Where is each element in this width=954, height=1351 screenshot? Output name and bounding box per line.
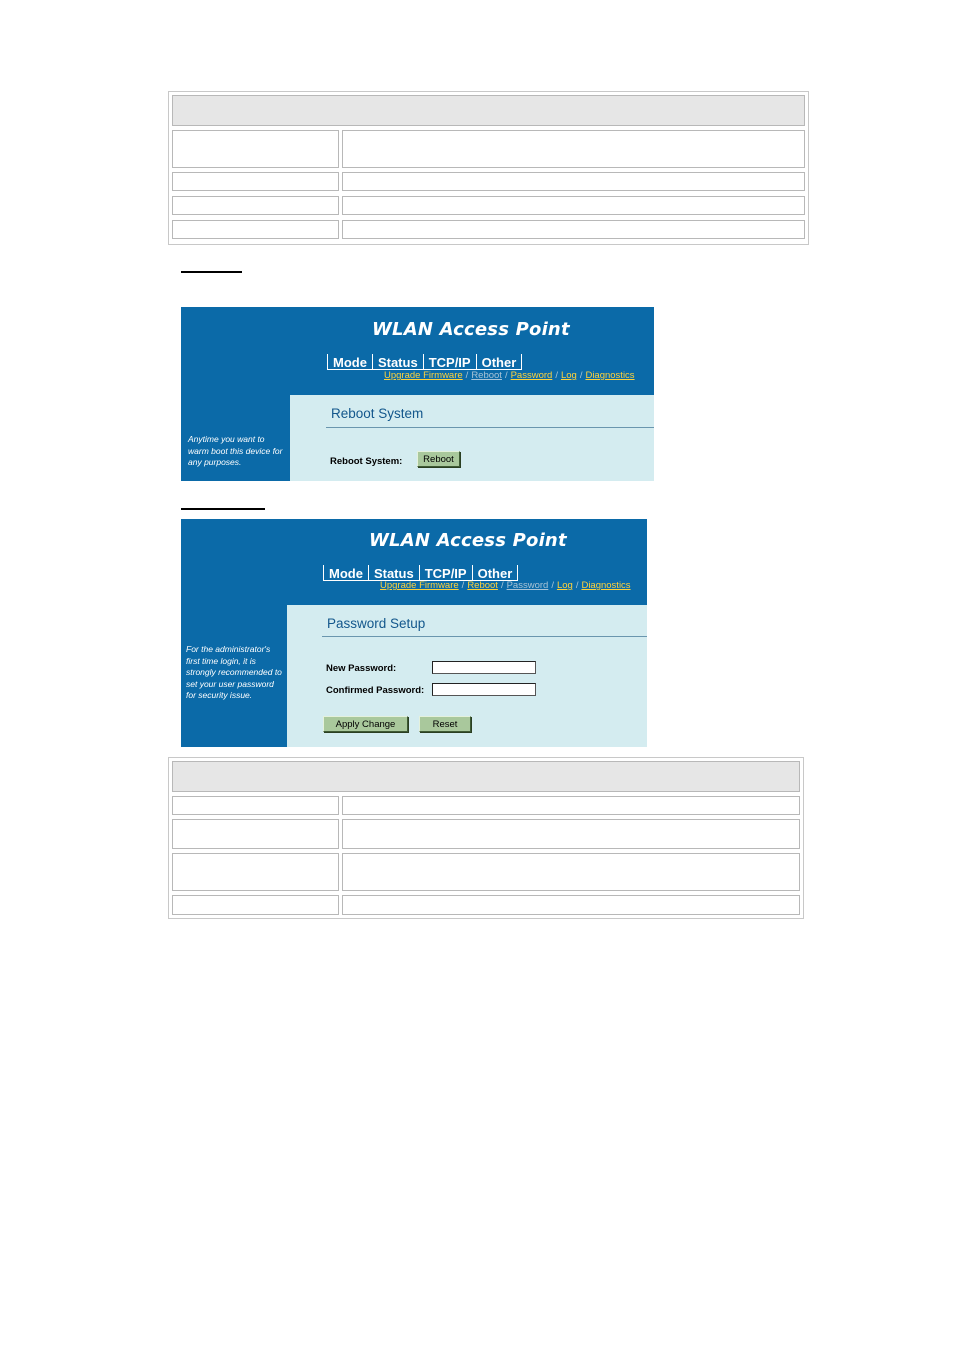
link-upgrade-firmware[interactable]: Upgrade Firmware (384, 370, 463, 381)
password-panel (181, 519, 647, 747)
table-cell (172, 220, 339, 239)
tab-other[interactable]: Other (476, 354, 523, 370)
table-cell (342, 172, 805, 191)
app-title: WLAN Access Point (372, 319, 570, 340)
link-log[interactable]: Log (556, 580, 573, 591)
app-title: WLAN Access Point (369, 530, 567, 551)
section-title: Reboot System (331, 406, 424, 421)
tab-status[interactable]: Status (368, 565, 419, 581)
separator: / (500, 580, 504, 591)
link-password[interactable]: Password (506, 580, 549, 591)
reboot-panel (181, 307, 654, 481)
apply-change-button[interactable]: Apply Change (323, 716, 408, 732)
tab-other[interactable]: Other (472, 565, 519, 581)
section-title: Password Setup (327, 616, 426, 631)
separator: / (579, 370, 583, 381)
table-cell (342, 220, 805, 239)
table-cell (172, 796, 339, 815)
heading-underline (181, 271, 242, 273)
table-header (172, 95, 805, 126)
reboot-system-label: Reboot System: (330, 456, 403, 467)
heading-underline (181, 508, 265, 510)
sidebar-help-text: For the administrator's first time login, it is strongly recommended to set your user password for security issue. (186, 644, 282, 700)
separator: / (555, 370, 558, 381)
tab-tcpip[interactable]: TCP/IP (423, 354, 476, 370)
new-password-label: New Password: (326, 663, 397, 674)
link-reboot[interactable]: Reboot (471, 370, 502, 381)
link-diagnostics[interactable]: Diagnostics (581, 580, 631, 591)
reset-button[interactable]: Reset (419, 716, 471, 732)
table-cell (172, 853, 339, 891)
sidebar-help-text: Anytime you want to warm boot this device for any purposes. (188, 434, 283, 467)
table-cell (172, 130, 339, 168)
table-cell (342, 819, 800, 849)
tab-mode[interactable]: Mode (323, 565, 368, 581)
table-cell (342, 853, 800, 891)
section-divider (326, 427, 654, 428)
main-tabs (323, 565, 518, 581)
table-cell (172, 819, 339, 849)
section-divider (322, 636, 647, 637)
tab-status[interactable]: Status (372, 354, 423, 370)
main-tabs (327, 354, 522, 370)
separator: / (575, 580, 579, 591)
table-header (172, 761, 800, 792)
table-cell (342, 196, 805, 215)
top-doc-table (168, 91, 809, 245)
table-cell (172, 895, 339, 915)
confirm-password-label: Confirmed Password: (326, 685, 425, 696)
bottom-doc-table (168, 757, 804, 919)
table-cell (342, 796, 800, 815)
sub-navigation (380, 580, 631, 591)
separator: / (461, 580, 465, 591)
separator: / (504, 370, 508, 381)
link-reboot[interactable]: Reboot (467, 580, 498, 591)
confirm-password-input[interactable] (432, 683, 536, 696)
sub-navigation (384, 370, 635, 381)
new-password-input[interactable] (432, 661, 536, 674)
link-password[interactable]: Password (510, 370, 553, 381)
separator: / (551, 580, 554, 591)
link-log[interactable]: Log (560, 370, 577, 381)
tab-mode[interactable]: Mode (327, 354, 372, 370)
separator: / (465, 370, 469, 381)
reboot-button[interactable]: Reboot (417, 451, 460, 467)
table-cell (342, 895, 800, 915)
link-upgrade-firmware[interactable]: Upgrade Firmware (380, 580, 459, 591)
link-diagnostics[interactable]: Diagnostics (585, 370, 635, 381)
tab-tcpip[interactable]: TCP/IP (419, 565, 472, 581)
table-cell (172, 196, 339, 215)
table-cell (172, 172, 339, 191)
table-cell (342, 130, 805, 168)
